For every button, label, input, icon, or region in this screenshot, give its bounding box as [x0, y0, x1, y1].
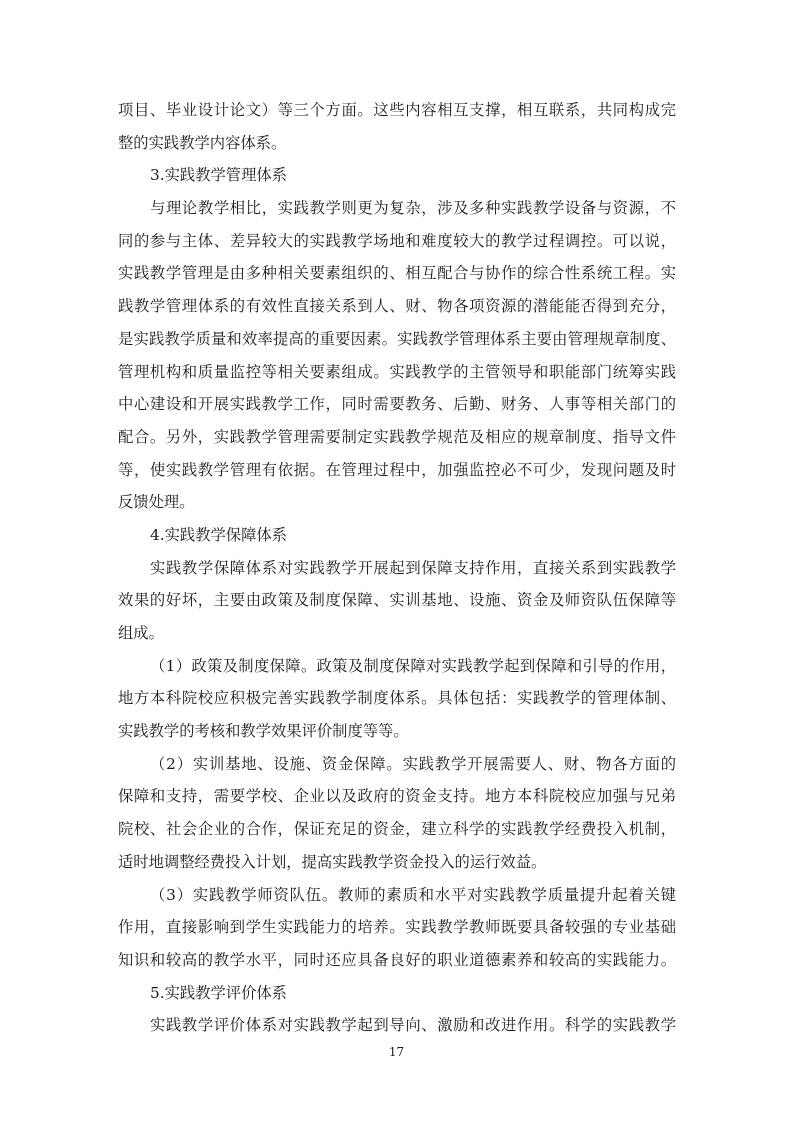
- text-line: 反馈处理。: [118, 493, 195, 512]
- text-line: 管理机构和质量监控等相关要素组成。实践教学的主管领导和职能部门统筹实践: [118, 362, 676, 381]
- document-body: [118, 94, 676, 1042]
- text-line: 中心建设和开展实践教学工作，同时需要教务、后勤、财务、人事等相关部门的: [118, 395, 676, 414]
- text-line: 项目、毕业设计论文）等三个方面。这些内容相互支撑，相互联系，共同构成完: [118, 101, 676, 119]
- page-number: 17: [388, 1045, 405, 1059]
- paragraph: [118, 552, 676, 650]
- text-line: 地方本科院校应积极完善实践教学制度体系。具体包括：实践教学的管理体制、: [118, 689, 676, 708]
- text-line: 等，使实践教学管理有依据。在管理过程中，加强监控必不可少，发现问题及时: [118, 460, 676, 479]
- section-heading: 3.实践教学管理体系: [150, 166, 287, 185]
- text-line: 实践教学管理是由多种相关要素组织的、相互配合与协作的综合性系统工程。实: [118, 264, 676, 283]
- text-line: 实践教学的考核和教学效果评价制度等等。: [118, 722, 409, 741]
- text-line: 整的实践教学内容体系。: [118, 133, 287, 152]
- paragraph: [118, 879, 676, 977]
- text-line: 实践教学评价体系对实践教学起到导向、激励和改进作用。科学的实践教学: [150, 1016, 676, 1035]
- text-line: 效果的好坏，主要由政策及制度保障、实训基地、设施、资金及师资队伍保障等: [118, 591, 676, 610]
- text-line: （3）实践教学师资队伍。教师的素质和水平对实践教学质量提升起着关键: [150, 885, 676, 904]
- paragraph: [118, 650, 676, 748]
- section-heading: 4.实践教学保障体系: [150, 525, 287, 544]
- paragraph: [118, 192, 676, 519]
- text-line: 践教学管理体系的有效性直接关系到人、财、物各项资源的潜能能否得到充分，: [118, 297, 676, 316]
- paragraph: [118, 1009, 676, 1042]
- paragraph: [118, 748, 676, 879]
- text-line: 组成。: [118, 624, 164, 642]
- text-line: 知识和较高的教学水平，同时还应具备良好的职业道德素养和较高的实践能力。: [118, 950, 676, 969]
- text-line: 与理论教学相比，实践教学则更为复杂，涉及多种实践教学设备与资源，不: [150, 199, 676, 218]
- paragraph: [118, 94, 676, 159]
- section-heading: 5.实践教学评价体系: [150, 983, 287, 1002]
- text-line: 同的参与主体、差异较大的实践教学场地和难度较大的教学过程调控。可以说，: [118, 231, 676, 250]
- text-line: 作用，直接影响到学生实践能力的培养。实践教学教师既要具备较强的专业基础: [118, 918, 676, 937]
- text-line: 配合。另外，实践教学管理需要制定实践教学规范及相应的规章制度、指导文件: [118, 427, 676, 446]
- text-line: 适时地调整经费投入计划，提高实践教学资金投入的运行效益。: [118, 852, 547, 871]
- text-line: 是实践教学质量和效率提高的重要因素。实践教学管理体系主要由管理规章制度、: [118, 329, 676, 348]
- text-line: 保障和支持，需要学校、企业以及政府的资金支持。地方本科院校应加强与兄弟: [118, 787, 676, 806]
- text-line: 实践教学保障体系对实践教学开展起到保障支持作用，直接关系到实践教学: [150, 558, 676, 577]
- text-line: 院校、社会企业的合作，保证充足的资金，建立科学的实践教学经费投入机制，: [118, 820, 676, 839]
- text-line: （2）实训基地、设施、资金保障。实践教学开展需要人、财、物各方面的: [150, 754, 676, 773]
- text-line: （1）政策及制度保障。政策及制度保障对实践教学起到保障和引导的作用，: [150, 656, 676, 675]
